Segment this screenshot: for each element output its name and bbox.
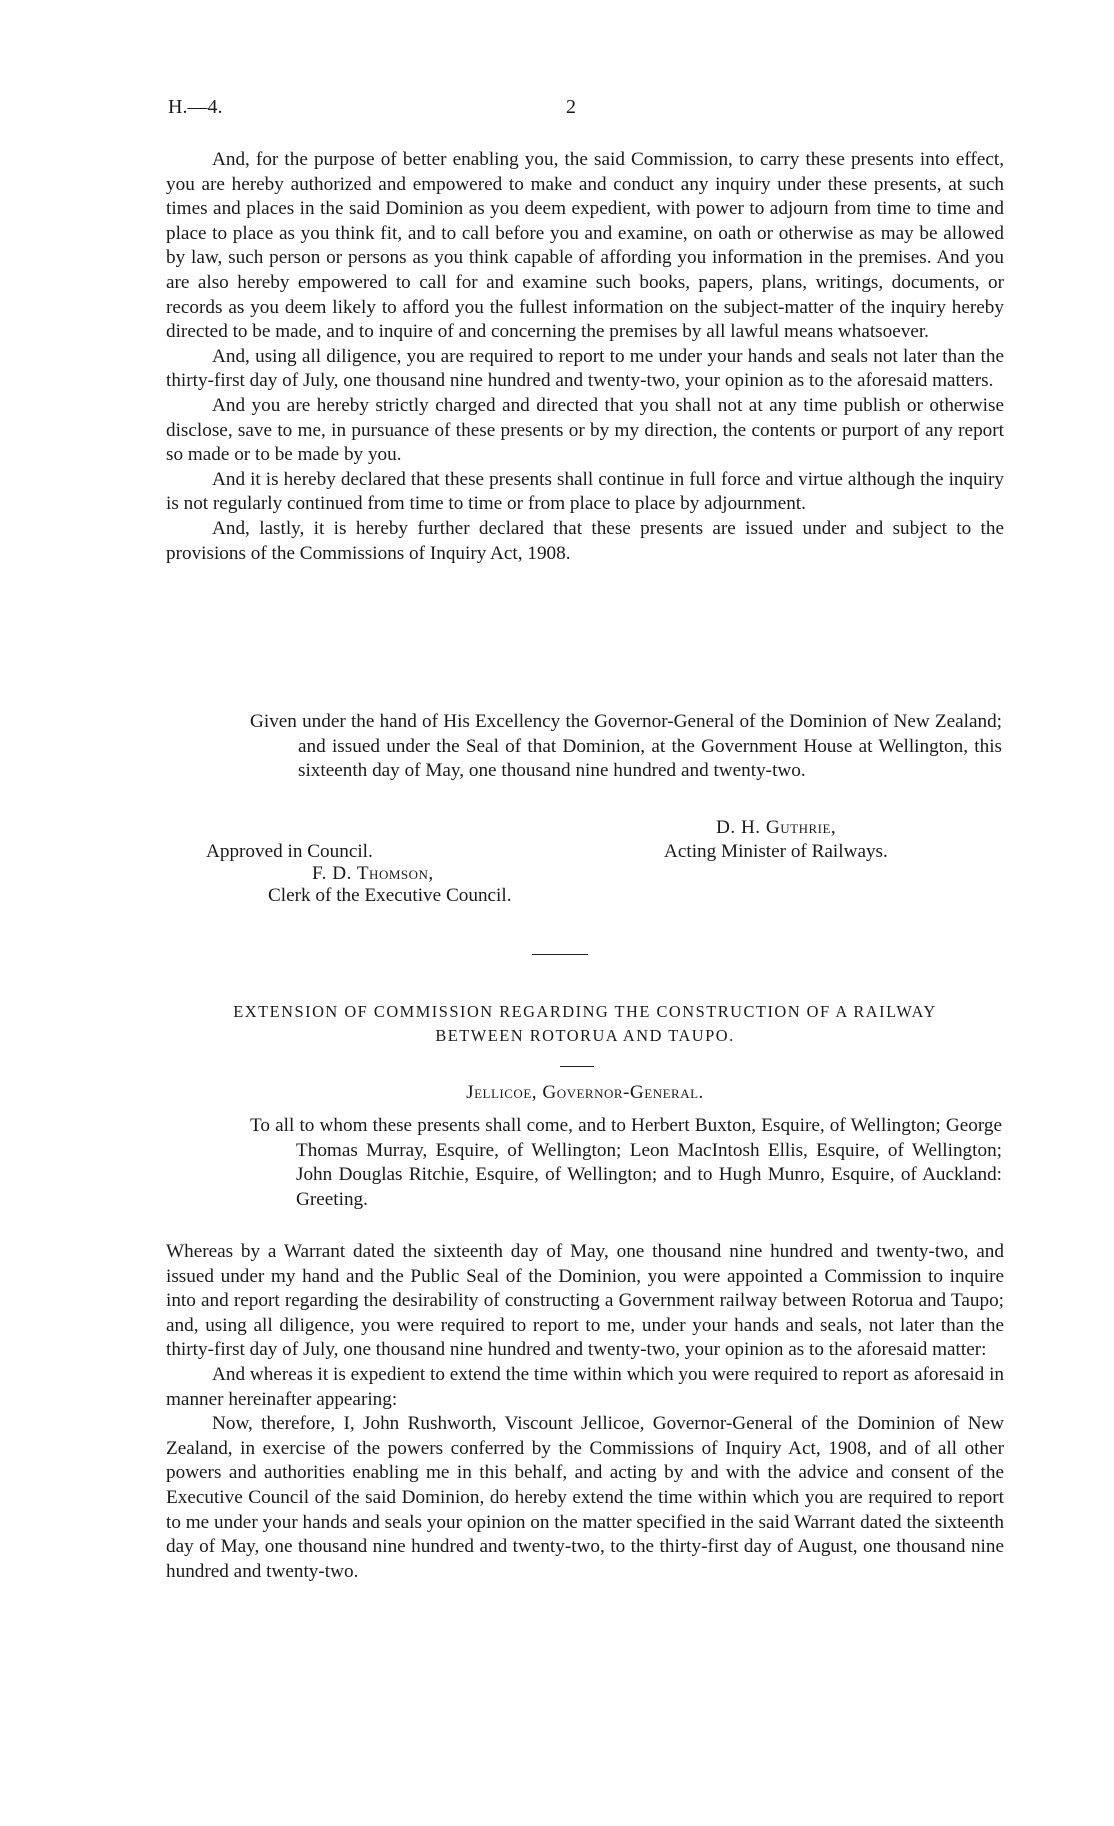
minister-signature: D. H. Guthrie, [716, 817, 837, 838]
document-reference: H.—4. [168, 96, 223, 118]
clerk-signature: F. D. Thomson, [312, 863, 434, 884]
given-text: Given under the hand of His Excellency the Governor-General of the Dominion of New Zealand; and issued under the Seal of that Dominion, at the Government House at Wellington, this sixteenth day of May, one thousand nine hundred and twenty-two. [250, 711, 1002, 782]
commission-body [166, 148, 1004, 566]
extension-body [166, 1240, 1004, 1584]
extension-title-line-1: EXTENSION OF COMMISSION REGARDING THE CONSTRUCTION OF A RAILWAY [233, 1002, 937, 1021]
paragraph-continuance: And it is hereby declared that these presents shall continue in full force and virtue although the inquiry is not regularly continued from time to time or from place to place by adjournment. [166, 468, 1004, 515]
section-divider [532, 954, 588, 955]
paragraph-report-deadline: And, using all diligence, you are required to report to me under your hands and seals not later than the thirty-first day of July, one thousand nine hundred and twenty-two, your opinion as to the aforesaid matters. [166, 345, 1004, 392]
page-number: 2 [566, 96, 576, 118]
approved-in-council: Approved in Council. [206, 841, 373, 862]
title-underline [560, 1066, 594, 1067]
paragraph-powers: And, for the purpose of better enabling you, the said Commission, to carry these presents into effect, you are hereby authorized and empowered to make and conduct any inquiry under these presents, at such times and places in the said Dominion as you deem expedient, with power to adjourn from time to time and place to place as you think fit, and to call before you and examine, on oath or otherwise as may be allowed by law, such person or persons as you think capable of affording you information in the premises. And you are also hereby empowered to call for and examine such books, papers, plans, writings, documents, or records as you deem likely to afford you the fullest information on the subject-matter of the inquiry hereby directed to be made, and to inquire of and concerning the premises by all lawful means whatsoever. [166, 149, 1004, 343]
paragraph-whereas: Whereas by a Warrant dated the sixteenth day of May, one thousand nine hundred and twenty-two, and issued under my hand and the Public Seal of the Dominion, you were appointed a Commission to inquire into and report regarding the desirability of constructing a Government railway between Rotorua and Taupo; and, using all diligence, you were required to report to me, under your hands and seals, not later than the thirty-first day of July, one thousand nine hundred and twenty-two, your opinion as to the aforesaid matter: [166, 1241, 1004, 1361]
extension-title-line-2: BETWEEN ROTORUA AND TAUPO. [435, 1026, 735, 1045]
given-under-hand [250, 710, 1002, 784]
extension-title [160, 1000, 1010, 1048]
page-header [168, 96, 988, 126]
paragraph-whereas-extend: And whereas it is expedient to extend the time within which you were required to report as aforesaid in manner hereinafter appearing: [166, 1363, 1004, 1410]
minister-title: Acting Minister of Railways. [664, 841, 888, 862]
paragraph-act-reference: And, lastly, it is hereby further declared that these presents are issued under and subject to the provisions of the Commissions of Inquiry Act, 1908. [166, 517, 1004, 564]
paragraph-now-therefore: Now, therefore, I, John Rushworth, Viscount Jellicoe, Governor-General of the Dominion of New Zealand, in exercise of the powers conferred by the Commissions of Inquiry Act, 1908, and of all other powers and authorities enabling me in this behalf, and acting by and with the advice and consent of the Executive Council of the said Dominion, do hereby extend the time within which you are required to report to me under your hands and seals your opinion on the matter specified in the said Warrant dated the sixteenth day of May, one thousand nine hundred and twenty-two, to the thirty-first day of August, one thousand nine hundred and twenty-two. [166, 1413, 1004, 1582]
clerk-title: Clerk of the Executive Council. [268, 885, 512, 906]
address-block [250, 1114, 1002, 1212]
address-text: To all to whom these presents shall come, and to Herbert Buxton, Esquire, of Wellington; George Thomas Murray, Esquire, of Wellington; Leon MacIntosh Ellis, Esquire, of Wellington; John Douglas Ritchie, Esquire, of Wellington; and to Hugh Munro, Esquire, of Auckland: Greeting. [250, 1115, 1002, 1210]
governor-general-heading: Jellicoe, Governor-General. [466, 1082, 704, 1103]
paragraph-confidentiality: And you are hereby strictly charged and directed that you shall not at any time publish or otherwise disclose, save to me, in pursuance of these presents or by my direction, the contents or purport of any report so made or to be made by you. [166, 394, 1004, 466]
